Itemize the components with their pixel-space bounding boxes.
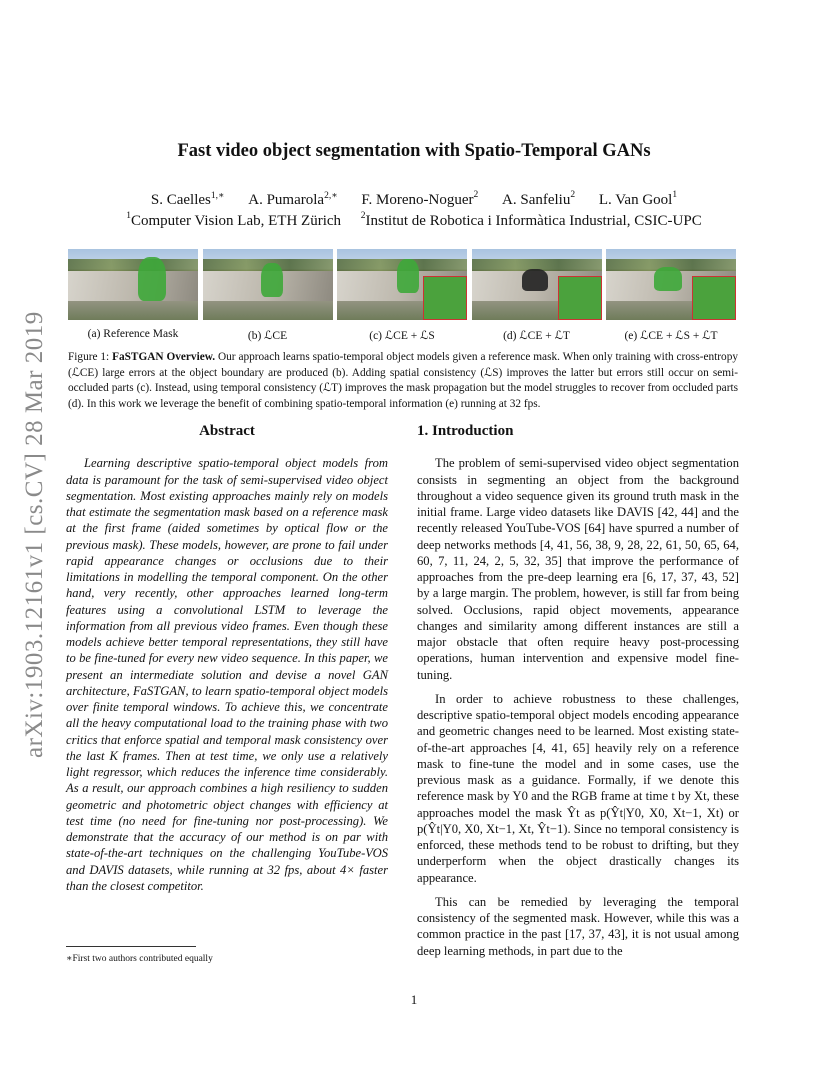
footnote-rule [66, 946, 196, 947]
figure-image-ce-t [472, 249, 602, 320]
author: S. Caelles$^{1,∗}$ [150, 191, 225, 208]
page-number: 1 [410, 992, 418, 1007]
author: A. Pumarola$^{2,∗}$ [248, 191, 338, 208]
figure-image-row [68, 249, 736, 320]
author: A. Sanfeliu$^2$ [502, 190, 576, 208]
arxiv-stamp [14, 280, 50, 760]
author-list [0, 192, 828, 209]
figure-sublabels [68, 328, 736, 342]
footnote: ∗First two authors contributed equally [66, 954, 213, 964]
abstract-heading: Abstract [199, 423, 255, 439]
intro-heading: 1. Introduction [417, 423, 514, 439]
affiliation: $^1$Computer Vision Lab, ETH Zürich [126, 211, 342, 229]
sublabel: (c) ℒCE + ℒS [369, 330, 435, 342]
figure-image-reference-mask [68, 249, 198, 320]
sublabel: (b) ℒCE [247, 330, 288, 342]
figure-image-ce [203, 249, 333, 320]
figure-image-ce-s [337, 249, 467, 320]
author: F. Moreno-Noguer$^2$ [361, 190, 479, 208]
intro-paragraph: This can be remedied by leveraging the temporal consistency of the segmented mask. However, while this was a common practice in the past [17, 37, 43], it is not usual among deep learning methods, in part due to the [417, 894, 739, 958]
author: L. Van Gool$^1$ [598, 190, 678, 208]
intro-column [417, 423, 739, 967]
sublabel: (d) ℒCE + ℒT [503, 330, 570, 342]
intro-paragraph: The problem of semi-supervised video object segmentation consists in segmenting an object from the background throughout a video sequence given its ground truth mask in the initial frame. Large video datasets like DAVIS [42, 44] and the recently released YouTube-VOS [64] have spurred a number of deep networks methods [4, 41, 56, 38, 9, 28, 22, 61, 50, 65, 64, 60, 7, 11, 24, 2, 5, 32, 35] that improve the performance of approaches from the pre-deep learning era [6, 17, 37, 43, 52] by a large margin. The problem, however, is still far from being solved. Occlusions, rapid object movements, appearance changes and similarity among different instances are still a major obstacle that often require heavy post-processing operations, human intervention and expensive model fine-tuning. [417, 456, 739, 682]
figure-caption: Figure 1: FaSTGAN Overview. Our approach learns spatio-temporal object models given a reference mask. When only training with cross-entropy (ℒCE) large errors at the object boundary are produced (b). Adding spatial consistency (ℒS) improves the latter but errors still occur on semi-occluded parts (c). Instead, using temporal consistency (ℒT) improves the mask propagation but the model struggles to recover from occluded parts (d). In this work we leverage the benefit of combining spatio-temporal information (e) running at 32 fps. [68, 351, 738, 410]
abstract-text: Learning descriptive spatio-temporal object models from data is paramount for the task of semi-supervised video object segmentation. Most existing approaches mainly rely on models that estimate the segmentation mask based on a reference mask at the first frame (aided sometimes by optical flow or the previous mask). These models, however, are prone to fail under rapid appearance changes or occlusions due to their limitations in modelling the temporal component. On the other hand, very recently, other approaches learned long-term features using a convolutional LSTM to leverage the information from all previous video frames. Even though these models achieve better temporal representations, they still have to be fine-tuned for every new video sequence. In this paper, we present an intermediate solution and devise a novel GAN architecture, FaSTGAN, to learn spatio-temporal object models over finite temporal windows. To achieve this, we concentrate all the heavy computational load to the training phase with two critics that enforce spatial and temporal mask consistency over the last K frames. Then at test time, we only use a relatively light regressor, which reduces the inference time considerably. As a result, our approach combines a high resiliency to sudden geometric and photometric object changes with efficiency at test time (no need for fine-tuning nor post-processing). We demonstrate that the accuracy of our method is on par with state-of-the-art techniques on the challenging YouTube-VOS and DAVIS datasets, while running at 32 fps, about 4× faster than the closest competitor. [66, 456, 388, 893]
affiliation: $^2$Institut de Robotica i Informàtica Industrial, CSIC-UPC [360, 211, 702, 229]
paper-title: Fast video object segmentation with Spatio-Temporal GANs [177, 141, 651, 161]
intro-paragraph: In order to achieve robustness to these challenges, descriptive spatio-temporal object models encoding appearance and geometric changes need to be learned. Most existing state-of-the-art approaches [4, 41, 65] heavily rely on a reference mask to fine-tune the model and in some cases, use the previous mask as a guidance. Formally, if we denote this reference mask by Y0 and the RGB frame at time t by Xt, these approaches model the mask Ŷt as p(Ŷt|Y0, X0, Xt−1, Xt) or p(Ŷt|Y0, X0, Xt−1, Xt, Ŷt−1). Since no temporal consistency is enforced, these methods tend to be robust to drifting, but they underperform when the object drastically changes its appearance. [417, 691, 739, 885]
arxiv-stamp-text: arXiv:1903.12161v1 [cs.CV] 28 Mar 2019 [21, 311, 48, 758]
figure-image-ce-s-t [606, 249, 736, 320]
affiliation-list [0, 213, 828, 230]
abstract-column [66, 423, 388, 902]
sublabel: (a) Reference Mask [87, 328, 179, 340]
sublabel: (e) ℒCE + ℒS + ℒT [624, 330, 718, 342]
